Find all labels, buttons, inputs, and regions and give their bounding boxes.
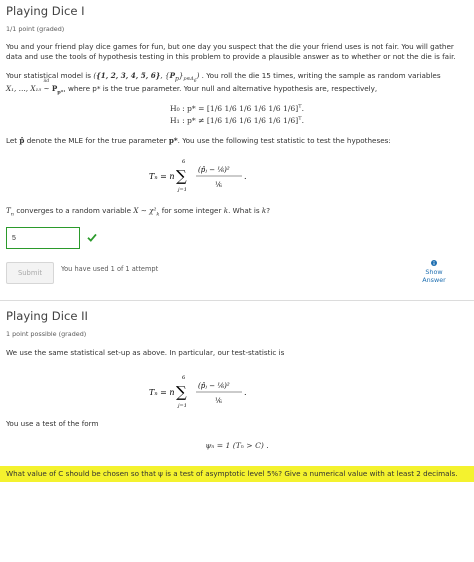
fraction-numerator: (p̂ⱼ − ⅙)² (198, 166, 230, 175)
test-form-text: You use a test of the form (6, 419, 99, 429)
show-answer-button[interactable] (414, 260, 454, 284)
answer-row (6, 227, 468, 249)
problem-title-2: Playing Dice II (6, 309, 88, 324)
submit-button[interactable]: Submit (6, 262, 54, 284)
alt-hypothesis: H₁ : p* ≠ [1/6 1/6 1/6 1/6 1/6 1/6]$^T$. (170, 115, 304, 125)
show-answer-label-2: Answer (422, 276, 446, 285)
test-statistic-formula-2 (6, 367, 468, 413)
test-statistic-formula-1 (6, 151, 468, 197)
test-statistic-svg (6, 151, 468, 197)
problem-playing-dice-1 (6, 4, 468, 296)
model-suffix: . You roll the die 15 times, writing the sample as random variables (201, 70, 441, 80)
model-prefix: Your statistical model is (6, 70, 92, 80)
null-hypothesis: H₀ : p* = [1/6 1/6 1/6 1/6 1/6 1/6]$^T$. (170, 103, 304, 113)
fraction2-numerator: (p̂ⱼ − ⅙)² (198, 382, 230, 391)
answer-input[interactable] (6, 227, 80, 249)
sum2-sign: ∑ (176, 383, 187, 402)
problem-grade-meta-2: 1 point possible (graded) (6, 330, 87, 339)
sum2-lower: j=1 (178, 403, 187, 410)
page (0, 4, 474, 562)
test-statistic-svg-2 (6, 367, 468, 413)
mle-paragraph: Let p̂ denote the MLE for the true parameter p*. You use the following test statistic to test the hypotheses: (6, 135, 391, 145)
model-math: ({1, 2, 3, 4, 5, 6}, $\{P_p\}_{p\in\Delta_6}$) (93, 70, 200, 84)
formula2-lhs: Tₙ = n (149, 388, 175, 398)
problem2-intro: We use the same statistical set-up as above. In particular, our test-statistic is (6, 347, 285, 357)
iid-symbol: iid ~ (43, 78, 50, 93)
param-text: , where p* is the true parameter. Your null and alternative hypothesis are, respectively, (63, 83, 378, 93)
info-icon (431, 260, 437, 268)
formula-period: . (244, 172, 247, 182)
formula-lhs: Tₙ = n (149, 172, 175, 182)
fraction2-denominator: ⅙ (215, 397, 222, 406)
checkmark-icon (87, 233, 97, 245)
problem-title: Playing Dice I (6, 4, 85, 18)
formula2-period: . (244, 388, 247, 398)
submit-row (6, 262, 468, 296)
model-paragraph (6, 71, 468, 96)
problem-grade-meta: 1/1 point (graded) (6, 24, 65, 33)
problem-divider (0, 300, 474, 301)
show-answer-label-1: Show (425, 268, 443, 277)
sum-lower: j=1 (178, 187, 187, 194)
final-question: What value of C should be chosen so that ψ is a test of asymptotic level 5%? Give a numerical value with at least 2 decimals. (0, 466, 474, 482)
sample-math: X₁, …, X₁₅ (6, 83, 42, 93)
hypotheses (6, 103, 468, 127)
problem-playing-dice-2 (6, 309, 468, 482)
convergence-question: $T_n$ converges to a random variable X ∼ $\chi^2_k$ for some integer k. What is k? (6, 206, 271, 218)
attempts-text: You have used 1 of 1 attempt (61, 265, 159, 274)
problem-intro: You and your friend play dice games for fun, but one day you suspect that the die your friend uses is not fair. You will gather data and use the tools of hypothesis testing in this problem to provide a plausible answer as to whether or not the die is fair. (6, 42, 456, 61)
sum-sign: ∑ (176, 167, 187, 186)
psi-formula: ψₙ = 1 (Tₙ > C) . (205, 441, 269, 451)
sum2-upper: 6 (182, 375, 186, 382)
sum-upper: 6 (182, 159, 186, 166)
sample-dist: $P_{p*}$ (51, 83, 64, 96)
fraction-denominator: ⅙ (215, 181, 222, 190)
